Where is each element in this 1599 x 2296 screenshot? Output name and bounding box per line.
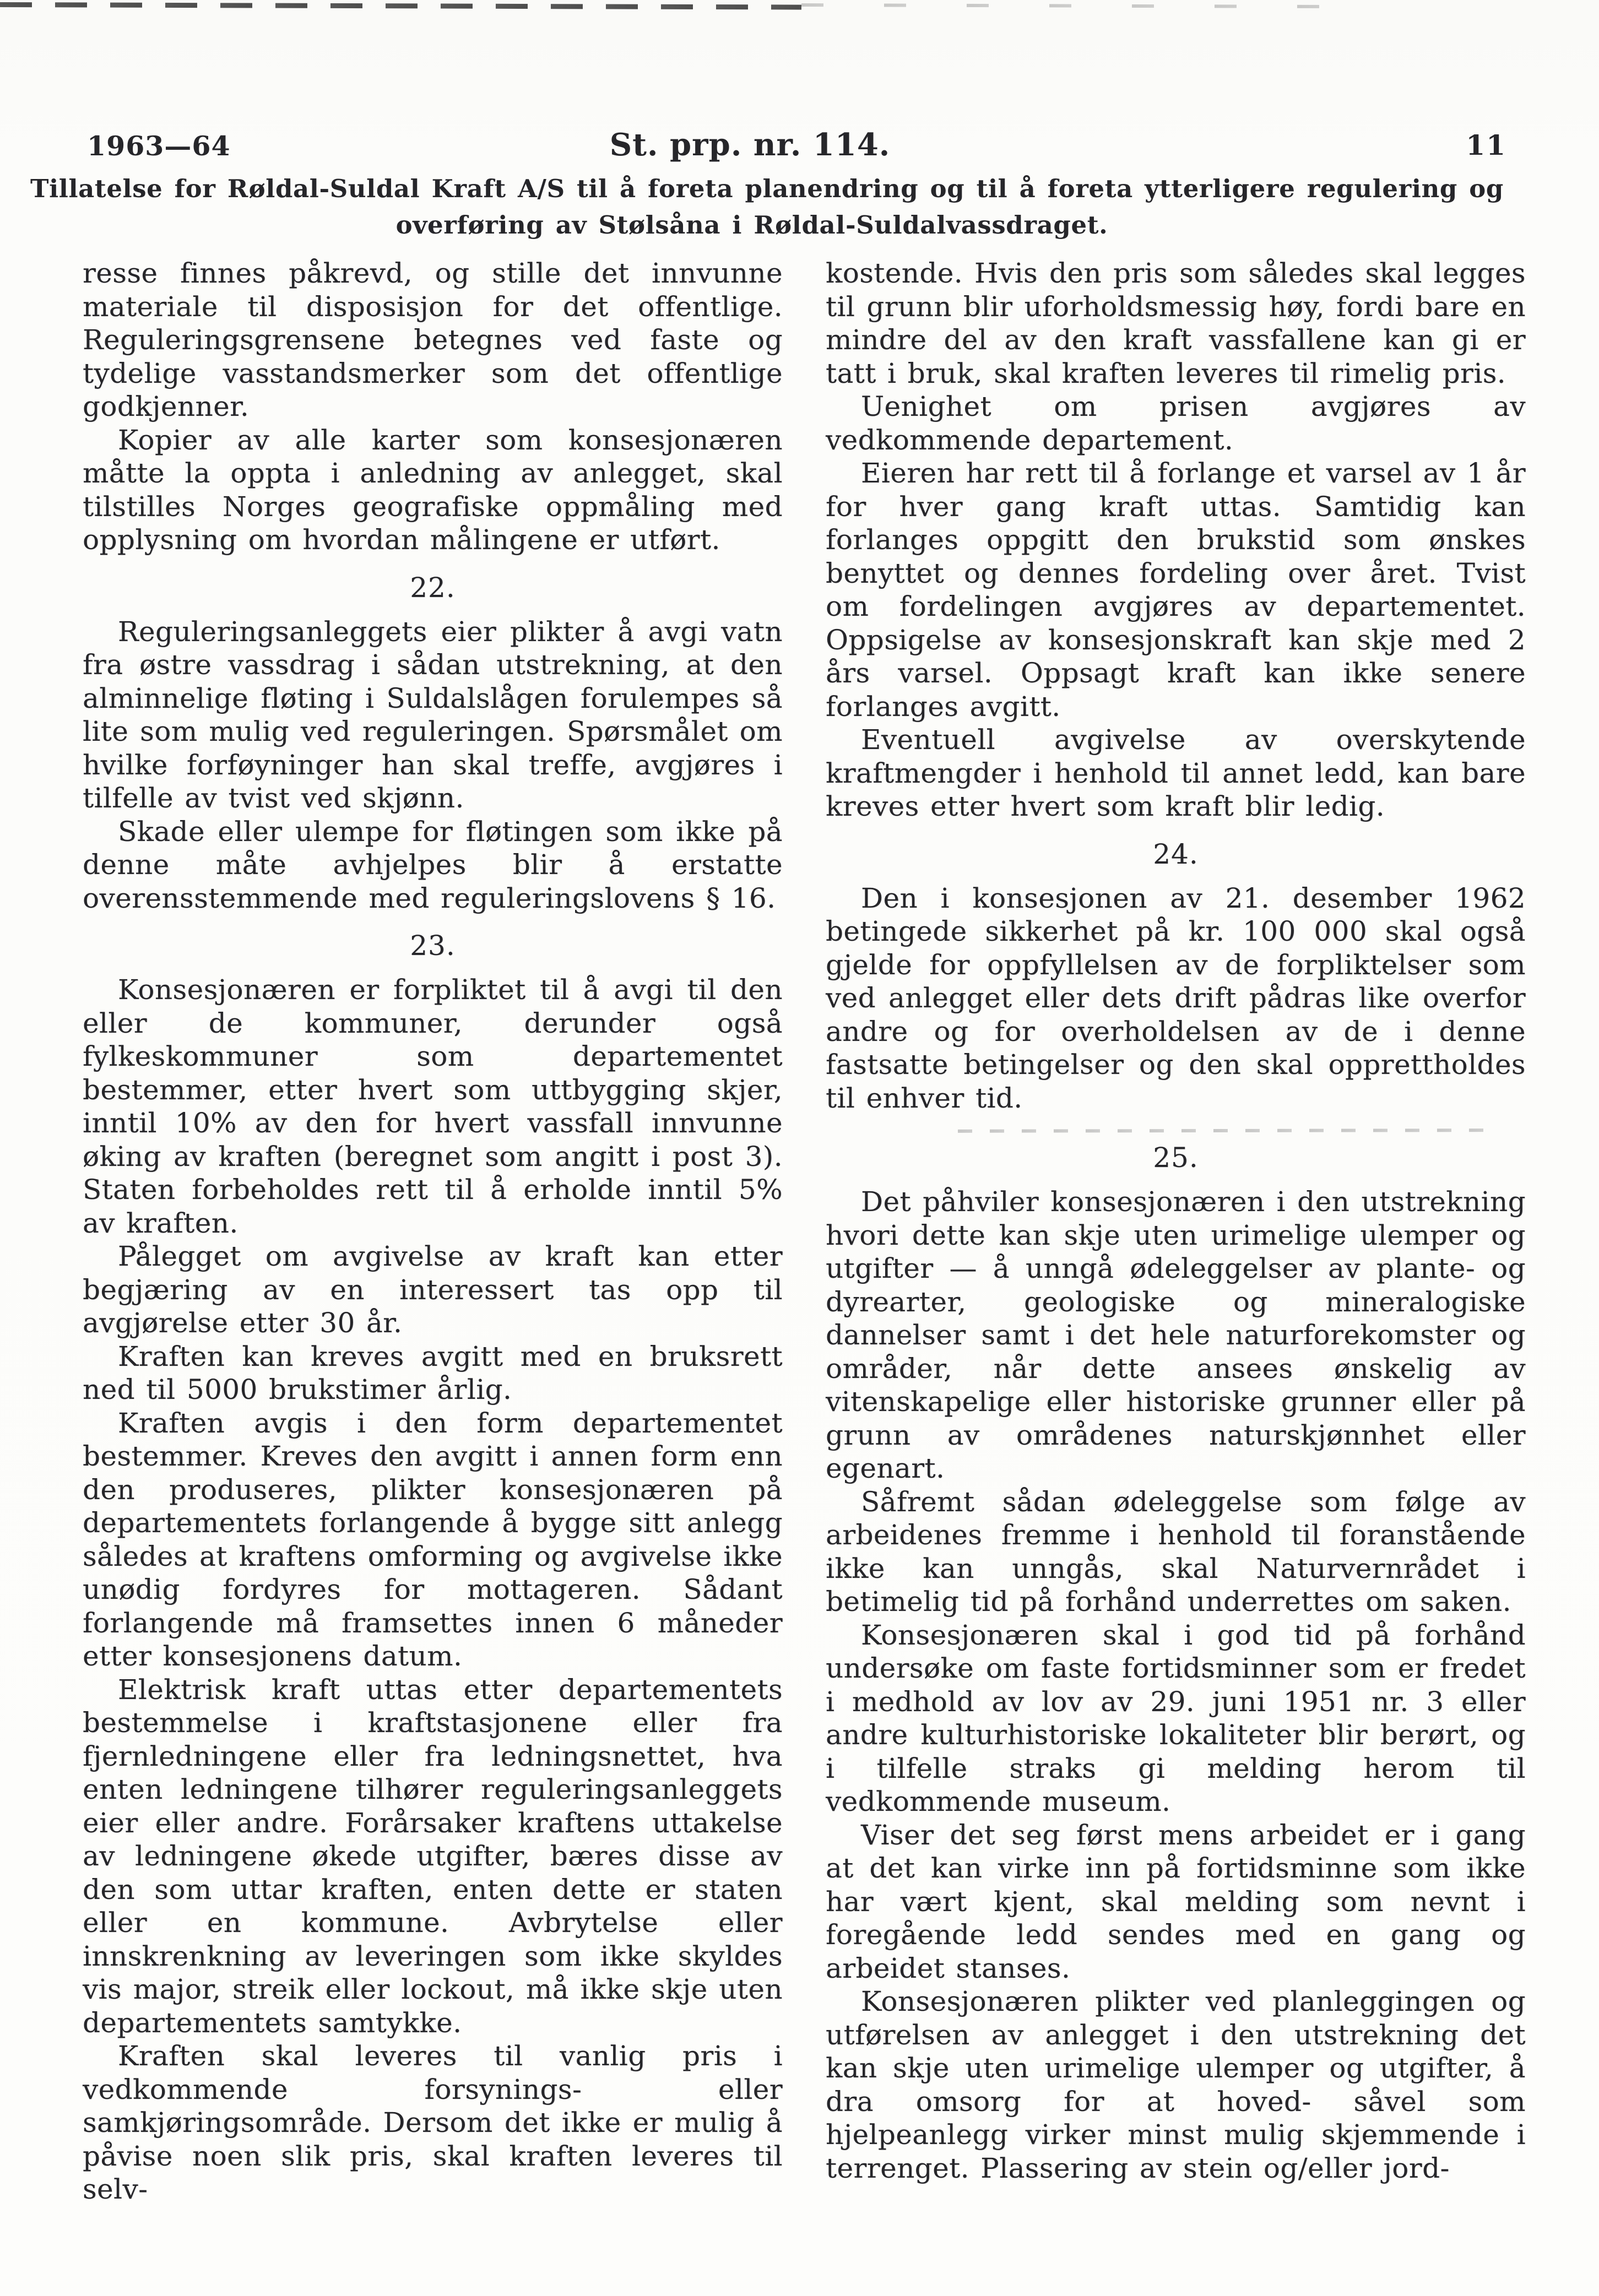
paragraph: Uenighet om prisen avgjøres av vedkommende departement. xyxy=(826,390,1526,456)
paragraph: Kopier av alle karter som konsesjonæren måtte la oppta i anledning av anlegget, skal tilstilles Norges geografiske oppmåling med opplysning om hvordan målingene er utført. xyxy=(83,424,783,556)
paragraph: Konsesjonæren er forpliktet til å avgi til den eller de kommuner, derunder også fylkeskommuner som departementet bestemmer, etter hvert som uttbygging skjer, inntil 10% av den for hvert vassfall innvunne øking av kraften (beregnet som angitt i post 3). Staten forbeholdes rett til å erholde inntil 5% av kraften. xyxy=(83,974,783,1239)
paragraph: Konsesjonæren plikter ved planleggingen og utførelsen av anlegget i den utstrekning det kan skje uten urimelige ulemper og utgifter, å dra omsorg for at hoved- såvel som hjelpeanlegg virker minst mulig skjemmende i terrenget. Plassering av stein og/eller jord- xyxy=(826,1985,1526,2184)
paragraph: Såfremt sådan ødeleggelse som følge av arbeidenes fremme i henhold til foranstående ikke kan unngås, skal Naturvernrådet i betimelig tid på forhånd underrettes om saken. xyxy=(826,1485,1526,1617)
scan-edge-artifact xyxy=(0,2,801,10)
document-title xyxy=(30,171,1504,243)
paragraph: Konsesjonæren skal i god tid på forhånd undersøke om faste fortidsminner som er fredet i medhold av lov av 29. juni 1951 nr. 3 eller andre kulturhistoriske lokaliteter blir berørt, og i tilfelle straks gi melding herom til vedkommende museum. xyxy=(826,1619,1526,1817)
scan-edge-artifact-faint xyxy=(801,3,1347,8)
paragraph: Elektrisk kraft uttas etter departementets bestemmelse i kraftstasjonene eller fra fjernledningene eller fra ledningsnettet, hva enten ledningene tilhører reguleringsanleggets eier eller andre. Forårsaker kraftens uttakelse av ledningene økede utgifter, bæres disse av den som uttar kraften, enten dette er staten eller en kommune. Avbrytelse eller innskrenkning av leveringen som ikke skyldes vis major, streik eller lockout, må ikke skje uten departementets samtykke. xyxy=(83,1673,783,2039)
paragraph: Kraften kan kreves avgitt med en bruksrett ned til 5000 brukstimer årlig. xyxy=(83,1340,783,1405)
paragraph: Eventuell avgivelse av overskytende kraftmengder i henhold til annet ledd, kan bare kreves etter hvert som kraft blir ledig. xyxy=(826,724,1526,822)
paragraph: kostende. Hvis den pris som således skal legges til grunn blir uforholdsmessig høy, fordi bare en mindre del av den kraft vassfallene kan gi er tatt i bruk, skal kraften leveres til rimelig pris. xyxy=(826,257,1526,389)
paragraph: Det påhviler konsesjonæren i den utstrekning hvori dette kan skje uten urimelige ulemper og utgifter — å unngå ødeleggelser av plante- og dyrearter, geologiske og mineralogiske dannelser samt i det hele naturforekomster og områder, når dette ansees ønskelig av vitenskapelige eller historiske grunner eller på grunn av områdenes naturskjønnhet eller egenart. xyxy=(826,1186,1526,1484)
section-heading: 25. xyxy=(1153,1142,1199,1174)
section-heading: 23. xyxy=(410,930,456,962)
header-page-number: 11 xyxy=(1466,129,1506,161)
scan-artifact-line xyxy=(958,1128,1493,1133)
header-year: 1963—64 xyxy=(87,130,231,162)
paragraph: Kraften skal leveres til vanlig pris i vedkommende forsynings- eller samkjøringsområde. Dersom det ikke er mulig å påvise noen slik pris, skal kraften leveres til selv- xyxy=(83,2040,783,2205)
running-header xyxy=(83,127,1522,165)
title-line-1: Tillatelse for Røldal-Suldal Kraft A/S til å foreta planendring og til å foreta ytterligere regulering og xyxy=(30,174,1504,203)
header-doc-number: St. prp. nr. 114. xyxy=(609,127,891,163)
paragraph: Viser det seg først mens arbeidet er i gang at det kan virke inn på fortidsminne som ikke har vært kjent, skal melding som nevnt i foregående ledd sendes med en gang og arbeidet stanses. xyxy=(826,1819,1526,1984)
section-heading: 22. xyxy=(410,571,456,604)
paragraph: Eieren har rett til å forlange et varsel av 1 år for hver gang kraft uttas. Samtidig kan forlanges oppgitt den brukstid som ønskes benyttet og dennes fordeling over året. Tvist om fordelingen avgjøres av departementet. Oppsigelse av konsesjonskraft kan skje med 2 års varsel. Oppsagt kraft kan ikke senere forlanges avgitt. xyxy=(826,457,1526,723)
title-line-2: overføring av Stølsåna i Røldal-Suldalvassdraget. xyxy=(395,210,1108,240)
paragraph: Skade eller ulempe for fløtingen som ikke på denne måte avhjelpes blir å erstatte overensstemmende med reguleringslovens § 16. xyxy=(83,815,783,914)
paragraph: Pålegget om avgivelse av kraft kan etter begjæring av en interessert tas opp til avgjørelse etter 30 år. xyxy=(83,1240,783,1339)
column-left xyxy=(83,257,783,2206)
paragraph: Den i konsesjonen av 21. desember 1962 betingede sikkerhet på kr. 100 000 skal også gjelde for oppfyllelsen av de forpliktelser som ved anlegget eller dets drift pådras like overfor andre og for overholdelsen av de i denne fastsatte betingelser og den skal opprettholdes til enhver tid. xyxy=(826,882,1526,1114)
paragraph: resse finnes påkrevd, og stille det innvunne materiale til disposisjon for det offentlige. Reguleringsgrensene betegnes ved faste og tydelige vasstandsmerker som det offentlige godkjenner. xyxy=(83,257,783,422)
paragraph: Kraften avgis i den form departementet bestemmer. Kreves den avgitt i annen form enn den produseres, plikter konsesjonæren på departementets forlangende å bygge sitt anlegg således at kraftens omforming og avgivelse ikke unødig fordyres for mottageren. Sådant forlangende må framsettes innen 6 måneder etter konsesjonens datum. xyxy=(83,1407,783,1672)
text-columns xyxy=(83,257,1526,2206)
column-right xyxy=(826,257,1526,2206)
paragraph: Reguleringsanleggets eier plikter å avgi vatn fra østre vassdrag i sådan utstrekning, at den alminnelige fløting i Suldalslågen forulempes så lite som mulig ved reguleringen. Spørsmålet om hvilke forføyninger han skal treffe, avgjøres i tilfelle av tvist ved skjønn. xyxy=(83,615,783,814)
section-heading: 24. xyxy=(1153,838,1199,870)
